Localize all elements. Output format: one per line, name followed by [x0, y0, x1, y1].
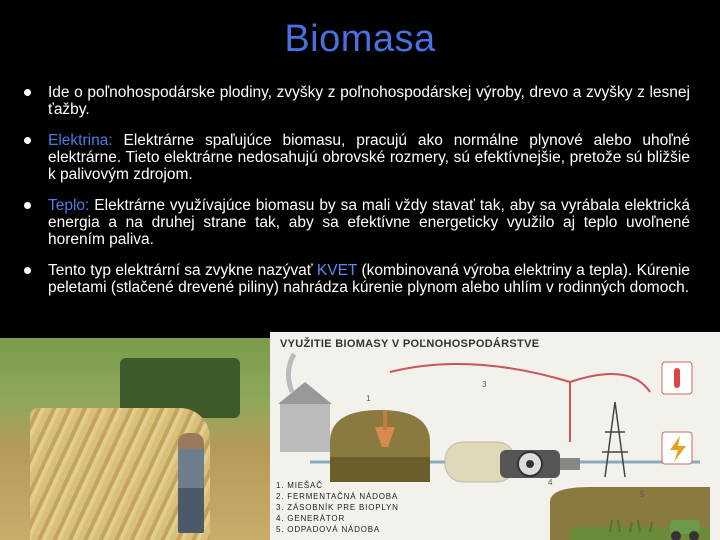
legend-item: 4. GENERÁTOR — [276, 514, 346, 523]
legend-item: 5. ODPADOVÁ NÁDOBA — [276, 525, 381, 534]
bullet-highlight: Elektrina: — [48, 132, 113, 149]
bullet-dot-icon — [24, 89, 31, 96]
bullet-text: Elektrárne využívajúce biomasu by sa mali vždy stavať tak, aby sa vyrábala elektrická energia a na druhej strane tak, aby sa efektívne energeticky využilo aj teplo uvoľnené horením paliva. — [48, 197, 690, 248]
bullet-dot-icon — [24, 267, 31, 274]
bullet-list — [22, 84, 690, 310]
farmer-figure — [178, 433, 204, 533]
diagram-number: 3 — [482, 380, 487, 389]
bullet-highlight: KVET — [316, 262, 358, 279]
bullet-item — [22, 197, 690, 248]
bullet-highlight: Teplo: — [48, 197, 90, 214]
bullet-text: Tento typ elektrární sa zvykne nazývať — [48, 262, 317, 279]
diagram-title: VYUŽITIE BIOMASY V POĽNOHOSPODÁRSTVE — [280, 338, 540, 350]
bullet-text: (kombinovaná výroba elektriny a tepla). Kúrenie peletami (stlačené drevené piliny) nahrádza kúrenie plynom alebo uhlím v rodinných domoch. — [48, 262, 690, 296]
bullet-item — [22, 132, 690, 183]
bullet-item — [22, 262, 690, 296]
diagram-number: 1 — [366, 394, 371, 403]
diagram-legend — [276, 480, 399, 535]
slide-title: Biomasa — [284, 18, 436, 60]
bullet-dot-icon — [24, 137, 31, 144]
legend-item: 1. MIEŠAČ — [276, 481, 323, 490]
diagram-number: 5 — [640, 490, 645, 499]
legend-item: 3. ZÁSOBNÍK PRE BIOPLYN — [276, 503, 399, 512]
legend-item: 2. FERMENTAČNÁ NÁDOBA — [276, 492, 398, 501]
bullet-text: Ide o poľnohospodárske plodiny, zvyšky z poľnohospodárskej výroby, drevo a zvyšky z lesnej ťažby. — [48, 84, 690, 118]
bullet-text: Elektrárne spaľujúce biomasu, pracujú ako normálne plynové alebo uhoľné elektrárne. Tieto elektrárne nedosahujú obrovské rozmery, sú efektívnejšie, pretože sú bližšie k palivovým zdrojom. — [48, 132, 690, 183]
biogas-diagram — [270, 332, 720, 540]
bullet-item — [22, 84, 690, 118]
hay-bale-photo — [0, 338, 270, 540]
diagram-number: 4 — [548, 478, 553, 487]
bullet-dot-icon — [24, 202, 31, 209]
